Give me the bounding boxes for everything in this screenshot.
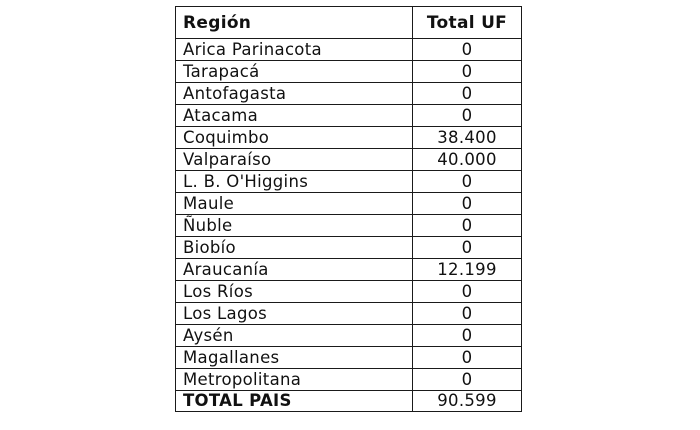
region-name: Arica Parinacota: [176, 39, 413, 61]
table-row: [176, 149, 522, 171]
table-row: [176, 369, 522, 391]
table-body: [176, 39, 522, 412]
header-region: Región: [176, 7, 413, 39]
table-row: [176, 83, 522, 105]
region-total: 0: [413, 171, 522, 193]
region-totals-table: [175, 6, 522, 412]
region-name: L. B. O'Higgins: [176, 171, 413, 193]
region-name: Atacama: [176, 105, 413, 127]
region-name: Los Ríos: [176, 281, 413, 303]
table-row: [176, 303, 522, 325]
region-name: Araucanía: [176, 259, 413, 281]
total-pais-value: 90.599: [413, 391, 522, 412]
region-name: Antofagasta: [176, 83, 413, 105]
region-total: 12.199: [413, 259, 522, 281]
region-total: 0: [413, 369, 522, 391]
region-name: Magallanes: [176, 347, 413, 369]
table-row: [176, 325, 522, 347]
table-header-row: [176, 7, 522, 39]
table-total-row: [176, 391, 522, 412]
region-name: Coquimbo: [176, 127, 413, 149]
region-total: 0: [413, 347, 522, 369]
region-total: 0: [413, 303, 522, 325]
table-row: [176, 61, 522, 83]
region-total: 0: [413, 215, 522, 237]
region-total: 0: [413, 237, 522, 259]
region-total: 0: [413, 105, 522, 127]
table-row: [176, 347, 522, 369]
region-name: Tarapacá: [176, 61, 413, 83]
table-row: [176, 171, 522, 193]
table-row: [176, 237, 522, 259]
table-row: [176, 39, 522, 61]
table-row: [176, 215, 522, 237]
region-name: Metropolitana: [176, 369, 413, 391]
region-total: 40.000: [413, 149, 522, 171]
header-total-uf: Total UF: [413, 7, 522, 39]
region-name: Maule: [176, 193, 413, 215]
region-total: 0: [413, 281, 522, 303]
total-pais-label: TOTAL PAIS: [176, 391, 413, 412]
region-total: 0: [413, 325, 522, 347]
region-name: Los Lagos: [176, 303, 413, 325]
table-row: [176, 259, 522, 281]
region-name: Aysén: [176, 325, 413, 347]
region-name: Biobío: [176, 237, 413, 259]
region-total: 0: [413, 39, 522, 61]
region-total: 38.400: [413, 127, 522, 149]
table-row: [176, 105, 522, 127]
region-total: 0: [413, 193, 522, 215]
region-total: 0: [413, 61, 522, 83]
region-name: Ñuble: [176, 215, 413, 237]
table-row: [176, 281, 522, 303]
region-total: 0: [413, 83, 522, 105]
table-row: [176, 193, 522, 215]
table-row: [176, 127, 522, 149]
region-name: Valparaíso: [176, 149, 413, 171]
